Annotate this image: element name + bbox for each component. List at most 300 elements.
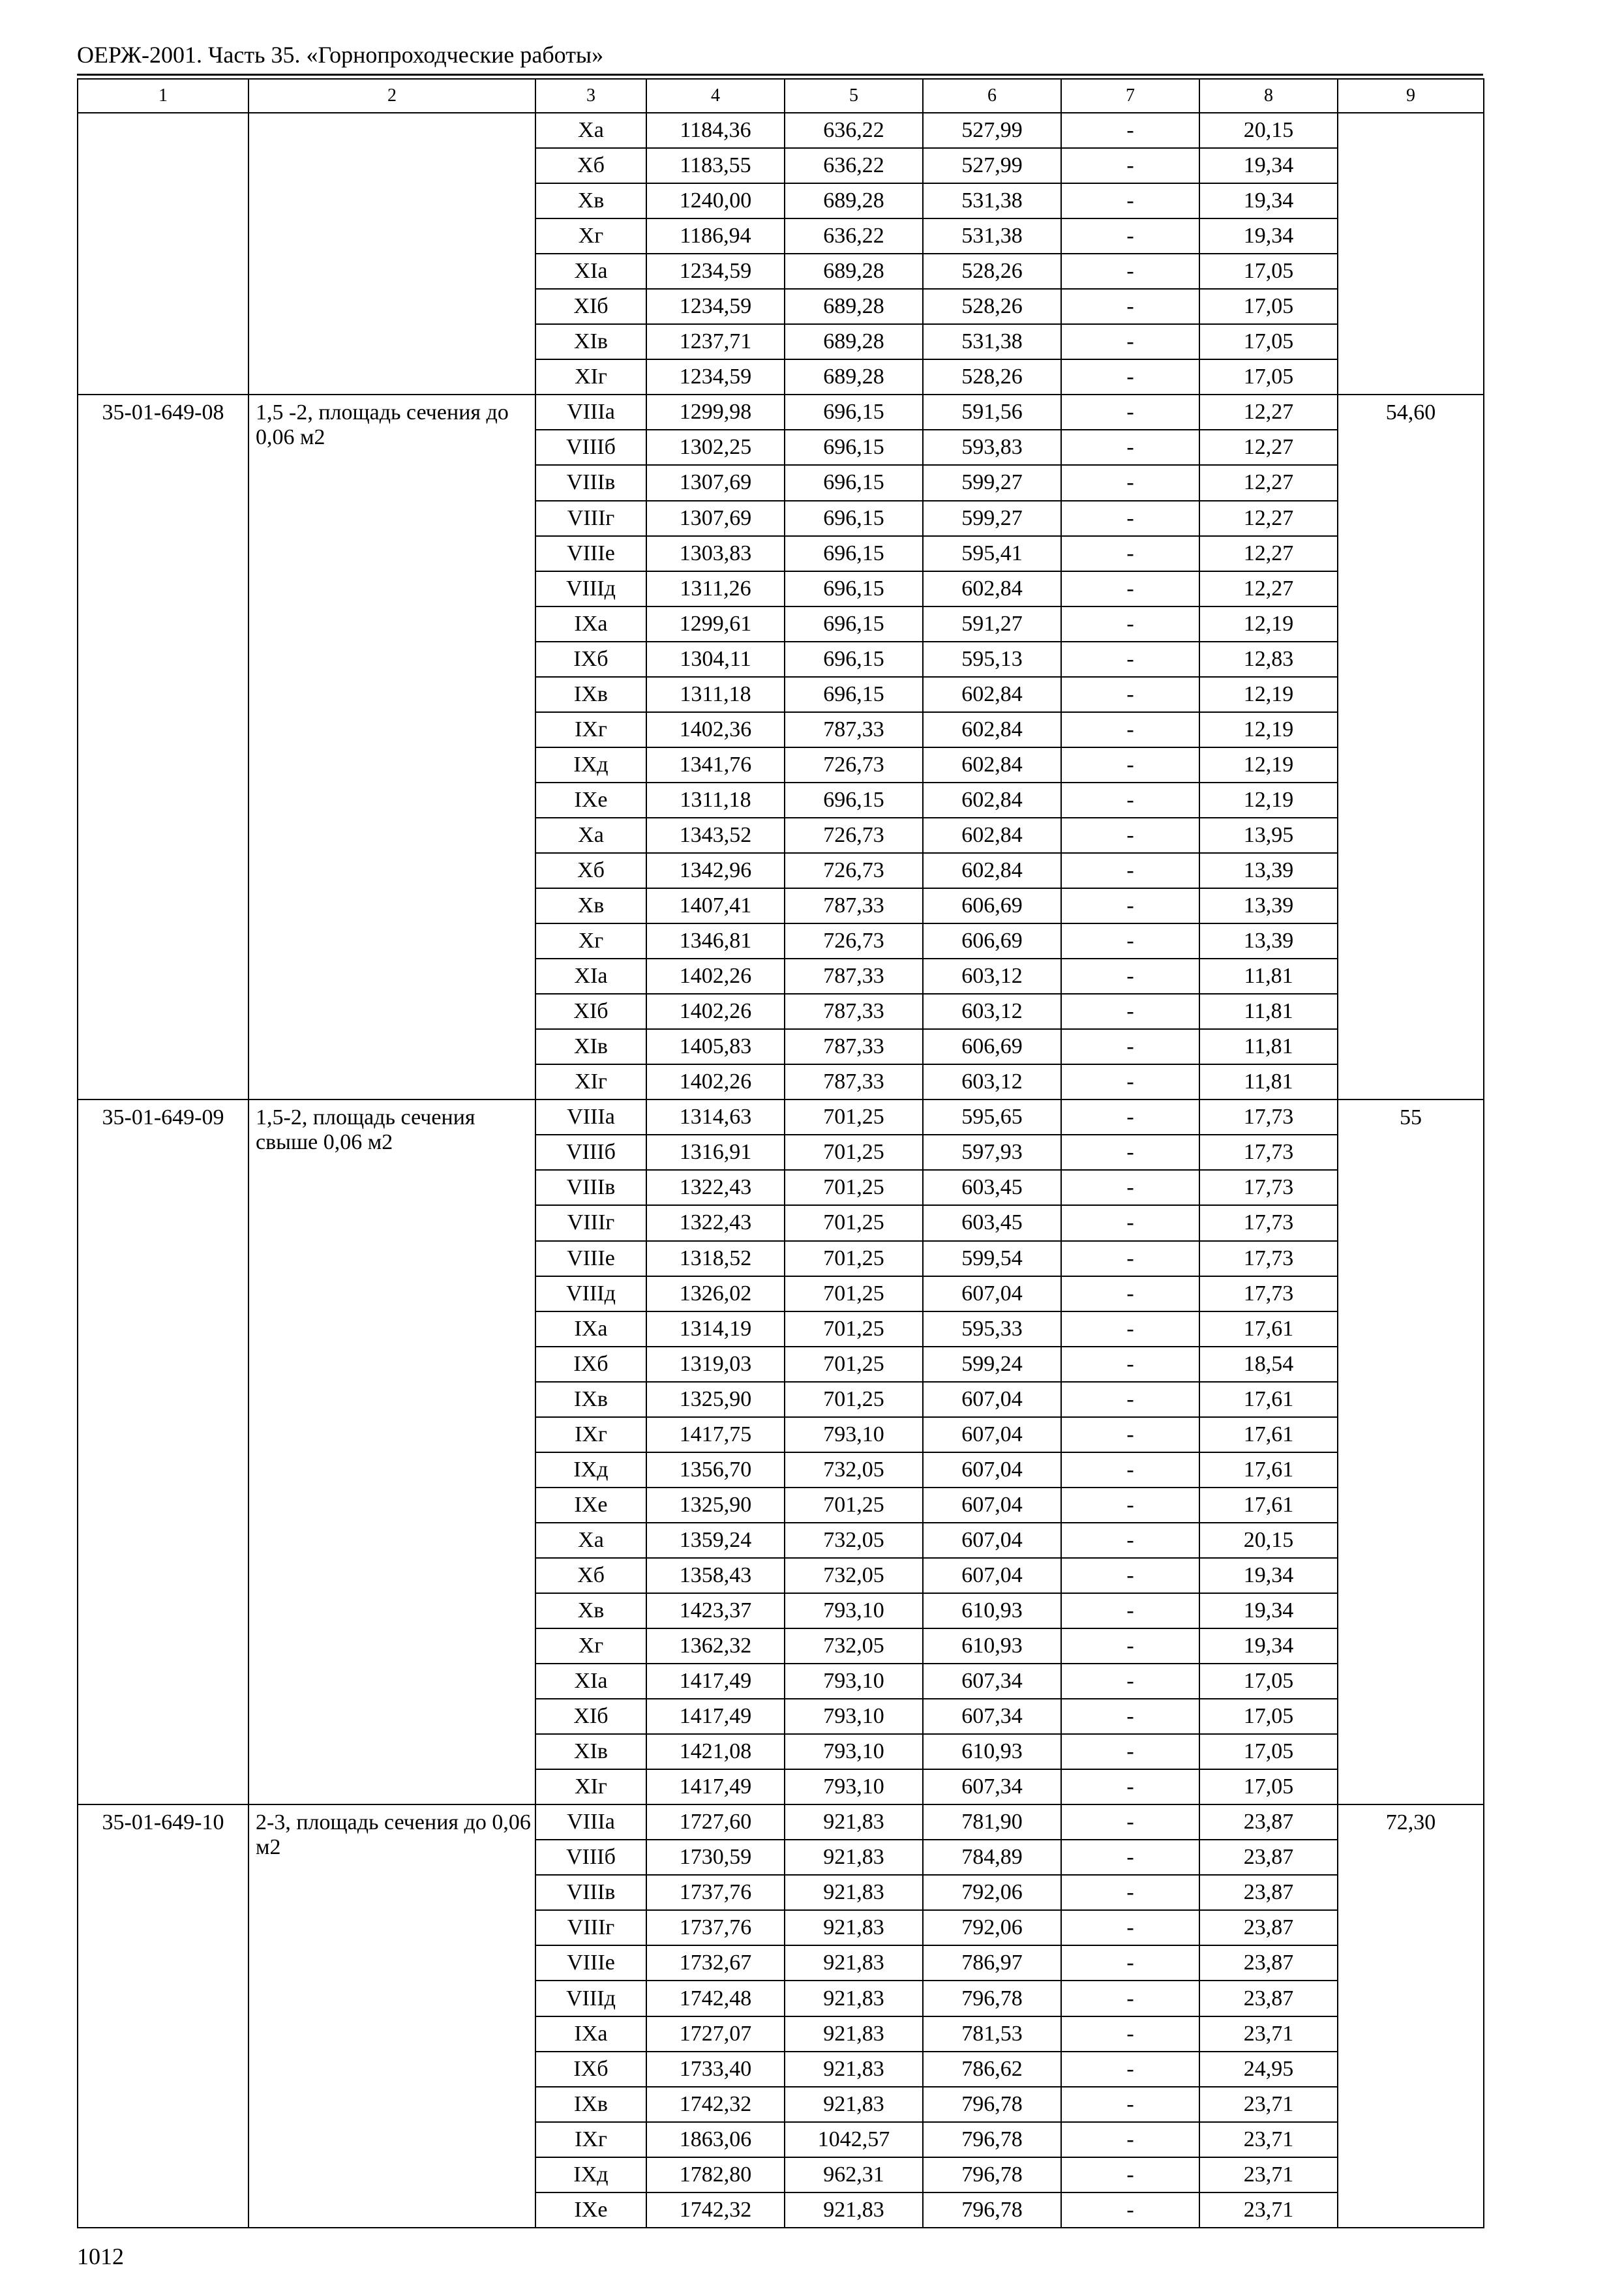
- total-cost-cell: 1322,43: [646, 1205, 785, 1240]
- total-cost-cell: 1733,40: [646, 2052, 785, 2087]
- grade-cell: Xб: [535, 148, 646, 183]
- driver-wages-cell: -: [1061, 359, 1199, 395]
- machines-cell: 599,27: [923, 501, 1061, 536]
- grade-cell: VIIIд: [535, 571, 646, 606]
- driver-wages-cell: -: [1061, 1347, 1199, 1382]
- driver-wages-cell: -: [1061, 712, 1199, 747]
- total-cost-cell: 1299,98: [646, 395, 785, 430]
- total-cost-cell: 1727,60: [646, 1804, 785, 1840]
- wages-cell: 726,73: [785, 923, 923, 959]
- machines-cell: 528,26: [923, 359, 1061, 395]
- machines-cell: 602,84: [923, 571, 1061, 606]
- grade-cell: IXв: [535, 677, 646, 712]
- machines-cell: 602,84: [923, 712, 1061, 747]
- total-cost-cell: 1737,76: [646, 1875, 785, 1910]
- materials-cell: 12,19: [1199, 606, 1338, 642]
- total-cost-cell: 1184,36: [646, 113, 785, 148]
- materials-cell: 17,73: [1199, 1276, 1338, 1311]
- grade-cell: XIб: [535, 289, 646, 324]
- wages-cell: 1042,57: [785, 2122, 923, 2157]
- wages-cell: 689,28: [785, 324, 923, 359]
- wages-cell: 787,33: [785, 994, 923, 1029]
- wages-cell: 793,10: [785, 1699, 923, 1734]
- grade-cell: IXд: [535, 1452, 646, 1488]
- wages-cell: 787,33: [785, 888, 923, 923]
- materials-cell: 12,27: [1199, 501, 1338, 536]
- machines-cell: 786,62: [923, 2052, 1061, 2087]
- driver-wages-cell: -: [1061, 606, 1199, 642]
- wages-cell: 921,83: [785, 2087, 923, 2122]
- page-header: ОЕРЖ-2001. Часть 35. «Горнопроходческие работы»: [77, 42, 604, 68]
- materials-cell: 11,81: [1199, 959, 1338, 994]
- machines-cell: 528,26: [923, 289, 1061, 324]
- wages-cell: 696,15: [785, 642, 923, 677]
- grade-cell: IXе: [535, 2192, 646, 2228]
- code-cell: 35-01-649-08: [78, 395, 248, 1100]
- total-cost-cell: 1417,49: [646, 1664, 785, 1699]
- grade-cell: VIIIе: [535, 1241, 646, 1276]
- driver-wages-cell: -: [1061, 1311, 1199, 1347]
- machines-cell: 607,04: [923, 1488, 1061, 1523]
- driver-wages-cell: -: [1061, 818, 1199, 853]
- total-cost-cell: 1417,75: [646, 1417, 785, 1452]
- wages-cell: 701,25: [785, 1276, 923, 1311]
- wages-cell: 726,73: [785, 818, 923, 853]
- grade-cell: IXг: [535, 1417, 646, 1452]
- wages-cell: 732,05: [785, 1452, 923, 1488]
- driver-wages-cell: -: [1061, 1100, 1199, 1135]
- driver-wages-cell: -: [1061, 1593, 1199, 1628]
- column-header: 2: [248, 79, 535, 113]
- labor-cost-cell: 54,60: [1338, 395, 1484, 1100]
- driver-wages-cell: -: [1061, 1135, 1199, 1170]
- grade-cell: XIа: [535, 1664, 646, 1699]
- grade-cell: XIг: [535, 359, 646, 395]
- driver-wages-cell: -: [1061, 1734, 1199, 1769]
- wages-cell: 701,25: [785, 1347, 923, 1382]
- grade-cell: VIIIб: [535, 430, 646, 465]
- driver-wages-cell: -: [1061, 1488, 1199, 1523]
- materials-cell: 17,73: [1199, 1241, 1338, 1276]
- materials-cell: 23,71: [1199, 2122, 1338, 2157]
- total-cost-cell: 1341,76: [646, 747, 785, 783]
- wages-cell: 696,15: [785, 430, 923, 465]
- wages-cell: 701,25: [785, 1205, 923, 1240]
- materials-cell: 20,15: [1199, 1523, 1338, 1558]
- column-header: 1: [78, 79, 248, 113]
- machines-cell: 531,38: [923, 183, 1061, 218]
- wages-cell: 787,33: [785, 712, 923, 747]
- wages-cell: 636,22: [785, 148, 923, 183]
- total-cost-cell: 1307,69: [646, 465, 785, 500]
- wages-cell: 696,15: [785, 395, 923, 430]
- driver-wages-cell: -: [1061, 2087, 1199, 2122]
- materials-cell: 11,81: [1199, 1064, 1338, 1100]
- grade-cell: VIIIг: [535, 501, 646, 536]
- grade-cell: VIIIб: [535, 1840, 646, 1875]
- machines-cell: 781,90: [923, 1804, 1061, 1840]
- materials-cell: 23,71: [1199, 2157, 1338, 2192]
- grade-cell: VIIIд: [535, 1981, 646, 2016]
- grade-cell: VIIIг: [535, 1910, 646, 1945]
- materials-cell: 20,15: [1199, 113, 1338, 148]
- materials-cell: 12,19: [1199, 677, 1338, 712]
- machines-cell: 595,41: [923, 536, 1061, 571]
- wages-cell: 793,10: [785, 1593, 923, 1628]
- total-cost-cell: 1303,83: [646, 536, 785, 571]
- grade-cell: IXд: [535, 2157, 646, 2192]
- total-cost-cell: 1732,67: [646, 1945, 785, 1981]
- grade-cell: IXа: [535, 606, 646, 642]
- code-cell: 35-01-649-10: [78, 1804, 248, 2228]
- machines-cell: 599,27: [923, 465, 1061, 500]
- machines-cell: 591,56: [923, 395, 1061, 430]
- total-cost-cell: 1362,32: [646, 1628, 785, 1664]
- machines-cell: 531,38: [923, 324, 1061, 359]
- total-cost-cell: 1299,61: [646, 606, 785, 642]
- materials-cell: 17,73: [1199, 1100, 1338, 1135]
- materials-cell: 17,73: [1199, 1205, 1338, 1240]
- materials-cell: 13,95: [1199, 818, 1338, 853]
- total-cost-cell: 1314,19: [646, 1311, 785, 1347]
- materials-cell: 23,71: [1199, 2087, 1338, 2122]
- driver-wages-cell: -: [1061, 1241, 1199, 1276]
- driver-wages-cell: -: [1061, 218, 1199, 254]
- total-cost-cell: 1322,43: [646, 1170, 785, 1205]
- materials-cell: 17,05: [1199, 359, 1338, 395]
- grade-cell: Xв: [535, 888, 646, 923]
- wages-cell: 921,83: [785, 1945, 923, 1981]
- machines-cell: 607,34: [923, 1664, 1061, 1699]
- grade-cell: VIIIа: [535, 395, 646, 430]
- machines-cell: 796,78: [923, 2157, 1061, 2192]
- materials-cell: 23,87: [1199, 1945, 1338, 1981]
- machines-cell: 595,65: [923, 1100, 1061, 1135]
- wages-cell: 701,25: [785, 1382, 923, 1417]
- machines-cell: 606,69: [923, 923, 1061, 959]
- total-cost-cell: 1311,18: [646, 783, 785, 818]
- grade-cell: Xб: [535, 853, 646, 888]
- driver-wages-cell: -: [1061, 1664, 1199, 1699]
- driver-wages-cell: -: [1061, 2192, 1199, 2228]
- materials-cell: 12,27: [1199, 430, 1338, 465]
- driver-wages-cell: -: [1061, 923, 1199, 959]
- driver-wages-cell: -: [1061, 2122, 1199, 2157]
- driver-wages-cell: -: [1061, 571, 1199, 606]
- total-cost-cell: 1742,48: [646, 1981, 785, 2016]
- machines-cell: 602,84: [923, 783, 1061, 818]
- grade-cell: IXа: [535, 2016, 646, 2052]
- wages-cell: 636,22: [785, 113, 923, 148]
- grade-cell: VIIIе: [535, 1945, 646, 1981]
- materials-cell: 17,61: [1199, 1417, 1338, 1452]
- wages-cell: 921,83: [785, 2192, 923, 2228]
- table-row: [78, 113, 1484, 148]
- machines-cell: 603,45: [923, 1170, 1061, 1205]
- machines-cell: 603,12: [923, 959, 1061, 994]
- materials-cell: 12,27: [1199, 395, 1338, 430]
- machines-cell: 607,34: [923, 1699, 1061, 1734]
- wages-cell: 696,15: [785, 536, 923, 571]
- column-header: 9: [1338, 79, 1484, 113]
- total-cost-cell: 1302,25: [646, 430, 785, 465]
- total-cost-cell: 1342,96: [646, 853, 785, 888]
- grade-cell: VIIIв: [535, 465, 646, 500]
- total-cost-cell: 1311,18: [646, 677, 785, 712]
- materials-cell: 13,39: [1199, 853, 1338, 888]
- total-cost-cell: 1237,71: [646, 324, 785, 359]
- machines-cell: 796,78: [923, 2122, 1061, 2157]
- materials-cell: 17,61: [1199, 1452, 1338, 1488]
- grade-cell: XIв: [535, 324, 646, 359]
- grade-cell: VIIIв: [535, 1170, 646, 1205]
- wages-cell: 701,25: [785, 1100, 923, 1135]
- driver-wages-cell: -: [1061, 1628, 1199, 1664]
- total-cost-cell: 1314,63: [646, 1100, 785, 1135]
- grade-cell: IXб: [535, 2052, 646, 2087]
- materials-cell: 13,39: [1199, 888, 1338, 923]
- driver-wages-cell: -: [1061, 1064, 1199, 1100]
- driver-wages-cell: -: [1061, 888, 1199, 923]
- machines-cell: 607,04: [923, 1417, 1061, 1452]
- wages-cell: 793,10: [785, 1769, 923, 1804]
- total-cost-cell: 1421,08: [646, 1734, 785, 1769]
- machines-cell: 531,38: [923, 218, 1061, 254]
- total-cost-cell: 1318,52: [646, 1241, 785, 1276]
- driver-wages-cell: -: [1061, 677, 1199, 712]
- driver-wages-cell: -: [1061, 1382, 1199, 1417]
- driver-wages-cell: -: [1061, 324, 1199, 359]
- grade-cell: IXа: [535, 1311, 646, 1347]
- driver-wages-cell: -: [1061, 1558, 1199, 1593]
- driver-wages-cell: -: [1061, 994, 1199, 1029]
- wages-cell: 921,83: [785, 2052, 923, 2087]
- machines-cell: 595,33: [923, 1311, 1061, 1347]
- wages-cell: 689,28: [785, 254, 923, 289]
- grade-cell: XIв: [535, 1734, 646, 1769]
- wages-cell: 787,33: [785, 959, 923, 994]
- table-row: [78, 1100, 1484, 1135]
- machines-cell: 607,04: [923, 1523, 1061, 1558]
- grade-cell: XIа: [535, 254, 646, 289]
- table-body: [78, 79, 1484, 2228]
- wages-cell: 701,25: [785, 1135, 923, 1170]
- driver-wages-cell: -: [1061, 783, 1199, 818]
- materials-cell: 19,34: [1199, 218, 1338, 254]
- grade-cell: IXб: [535, 642, 646, 677]
- wages-cell: 962,31: [785, 2157, 923, 2192]
- wages-cell: 921,83: [785, 2016, 923, 2052]
- grade-cell: VIIIв: [535, 1875, 646, 1910]
- total-cost-cell: 1240,00: [646, 183, 785, 218]
- driver-wages-cell: -: [1061, 1170, 1199, 1205]
- column-header: 7: [1061, 79, 1199, 113]
- wages-cell: 689,28: [785, 359, 923, 395]
- machines-cell: 527,99: [923, 148, 1061, 183]
- materials-cell: 17,61: [1199, 1382, 1338, 1417]
- total-cost-cell: 1359,24: [646, 1523, 785, 1558]
- materials-cell: 17,05: [1199, 254, 1338, 289]
- grade-cell: IXв: [535, 1382, 646, 1417]
- grade-cell: Xа: [535, 113, 646, 148]
- total-cost-cell: 1343,52: [646, 818, 785, 853]
- machines-cell: 796,78: [923, 1981, 1061, 2016]
- grade-cell: Xа: [535, 1523, 646, 1558]
- driver-wages-cell: -: [1061, 1945, 1199, 1981]
- driver-wages-cell: -: [1061, 148, 1199, 183]
- wages-cell: 701,25: [785, 1488, 923, 1523]
- materials-cell: 17,05: [1199, 1699, 1338, 1734]
- materials-cell: 17,05: [1199, 1769, 1338, 1804]
- total-cost-cell: 1742,32: [646, 2087, 785, 2122]
- header-rule: [77, 74, 1483, 76]
- total-cost-cell: 1358,43: [646, 1558, 785, 1593]
- driver-wages-cell: -: [1061, 1276, 1199, 1311]
- code-cell: 35-01-649-09: [78, 1100, 248, 1804]
- driver-wages-cell: -: [1061, 430, 1199, 465]
- materials-cell: 23,71: [1199, 2016, 1338, 2052]
- grade-cell: Xа: [535, 818, 646, 853]
- grade-cell: Xв: [535, 1593, 646, 1628]
- driver-wages-cell: -: [1061, 395, 1199, 430]
- grade-cell: Xв: [535, 183, 646, 218]
- wages-cell: 793,10: [785, 1734, 923, 1769]
- wages-cell: 696,15: [785, 783, 923, 818]
- total-cost-cell: 1417,49: [646, 1699, 785, 1734]
- driver-wages-cell: -: [1061, 642, 1199, 677]
- wages-cell: 787,33: [785, 1029, 923, 1064]
- machines-cell: 528,26: [923, 254, 1061, 289]
- machines-cell: 607,34: [923, 1769, 1061, 1804]
- grade-cell: Xг: [535, 923, 646, 959]
- materials-cell: 19,34: [1199, 183, 1338, 218]
- total-cost-cell: 1234,59: [646, 359, 785, 395]
- total-cost-cell: 1863,06: [646, 2122, 785, 2157]
- grade-cell: VIIIе: [535, 536, 646, 571]
- wages-cell: 793,10: [785, 1417, 923, 1452]
- machines-cell: 527,99: [923, 113, 1061, 148]
- total-cost-cell: 1402,26: [646, 1064, 785, 1100]
- total-cost-cell: 1186,94: [646, 218, 785, 254]
- column-header-row: [78, 79, 1484, 113]
- wages-cell: 793,10: [785, 1664, 923, 1699]
- driver-wages-cell: -: [1061, 183, 1199, 218]
- machines-cell: 599,54: [923, 1241, 1061, 1276]
- grade-cell: VIIIа: [535, 1100, 646, 1135]
- machines-cell: 602,84: [923, 747, 1061, 783]
- total-cost-cell: 1727,07: [646, 2016, 785, 2052]
- labor-cost-cell: 72,30: [1338, 1804, 1484, 2228]
- materials-cell: 23,71: [1199, 2192, 1338, 2228]
- grade-cell: VIIIб: [535, 1135, 646, 1170]
- grade-cell: VIIIг: [535, 1205, 646, 1240]
- machines-cell: 602,84: [923, 818, 1061, 853]
- machines-cell: 610,93: [923, 1628, 1061, 1664]
- materials-cell: 12,83: [1199, 642, 1338, 677]
- materials-cell: 11,81: [1199, 994, 1338, 1029]
- wages-cell: 689,28: [785, 183, 923, 218]
- machines-cell: 599,24: [923, 1347, 1061, 1382]
- driver-wages-cell: -: [1061, 1205, 1199, 1240]
- total-cost-cell: 1417,49: [646, 1769, 785, 1804]
- total-cost-cell: 1311,26: [646, 571, 785, 606]
- grade-cell: IXг: [535, 2122, 646, 2157]
- total-cost-cell: 1307,69: [646, 501, 785, 536]
- materials-cell: 19,34: [1199, 1628, 1338, 1664]
- wages-cell: 696,15: [785, 501, 923, 536]
- materials-cell: 23,87: [1199, 1981, 1338, 2016]
- total-cost-cell: 1319,03: [646, 1347, 785, 1382]
- total-cost-cell: 1423,37: [646, 1593, 785, 1628]
- driver-wages-cell: -: [1061, 1699, 1199, 1734]
- materials-cell: 23,87: [1199, 1804, 1338, 1840]
- page-number: 1012: [77, 2243, 124, 2269]
- machines-cell: 591,27: [923, 606, 1061, 642]
- machines-cell: 792,06: [923, 1875, 1061, 1910]
- machines-cell: 603,12: [923, 1064, 1061, 1100]
- materials-cell: 12,27: [1199, 536, 1338, 571]
- materials-cell: 12,19: [1199, 747, 1338, 783]
- grade-cell: VIIIа: [535, 1804, 646, 1840]
- machines-cell: 781,53: [923, 2016, 1061, 2052]
- name-cell: 1,5 -2, площадь сечения до 0,06 м2: [248, 395, 535, 1100]
- total-cost-cell: 1730,59: [646, 1840, 785, 1875]
- wages-cell: 689,28: [785, 289, 923, 324]
- driver-wages-cell: -: [1061, 1910, 1199, 1945]
- machines-cell: 606,69: [923, 1029, 1061, 1064]
- total-cost-cell: 1234,59: [646, 254, 785, 289]
- wages-cell: 732,05: [785, 1628, 923, 1664]
- grade-cell: XIа: [535, 959, 646, 994]
- wages-cell: 726,73: [785, 853, 923, 888]
- machines-cell: 796,78: [923, 2192, 1061, 2228]
- driver-wages-cell: -: [1061, 747, 1199, 783]
- column-header: 4: [646, 79, 785, 113]
- driver-wages-cell: -: [1061, 1029, 1199, 1064]
- total-cost-cell: 1316,91: [646, 1135, 785, 1170]
- materials-cell: 17,73: [1199, 1135, 1338, 1170]
- grade-cell: Xг: [535, 1628, 646, 1664]
- driver-wages-cell: -: [1061, 289, 1199, 324]
- wages-cell: 696,15: [785, 465, 923, 500]
- grade-cell: VIIIд: [535, 1276, 646, 1311]
- total-cost-cell: 1356,70: [646, 1452, 785, 1488]
- total-cost-cell: 1742,32: [646, 2192, 785, 2228]
- driver-wages-cell: -: [1061, 1840, 1199, 1875]
- machines-cell: 796,78: [923, 2087, 1061, 2122]
- grade-cell: IXе: [535, 783, 646, 818]
- total-cost-cell: 1325,90: [646, 1382, 785, 1417]
- machines-cell: 786,97: [923, 1945, 1061, 1981]
- grade-cell: IXг: [535, 712, 646, 747]
- labor-cost-cell: [1338, 113, 1484, 395]
- grade-cell: Xб: [535, 1558, 646, 1593]
- wages-cell: 696,15: [785, 606, 923, 642]
- total-cost-cell: 1346,81: [646, 923, 785, 959]
- grade-cell: XIб: [535, 994, 646, 1029]
- materials-cell: 17,05: [1199, 1734, 1338, 1769]
- machines-cell: 784,89: [923, 1840, 1061, 1875]
- wages-cell: 696,15: [785, 571, 923, 606]
- grade-cell: IXв: [535, 2087, 646, 2122]
- materials-cell: 12,19: [1199, 783, 1338, 818]
- table-row: [78, 1804, 1484, 1840]
- driver-wages-cell: -: [1061, 536, 1199, 571]
- wages-cell: 726,73: [785, 747, 923, 783]
- wages-cell: 921,83: [785, 1840, 923, 1875]
- grade-cell: IXд: [535, 747, 646, 783]
- materials-cell: 11,81: [1199, 1029, 1338, 1064]
